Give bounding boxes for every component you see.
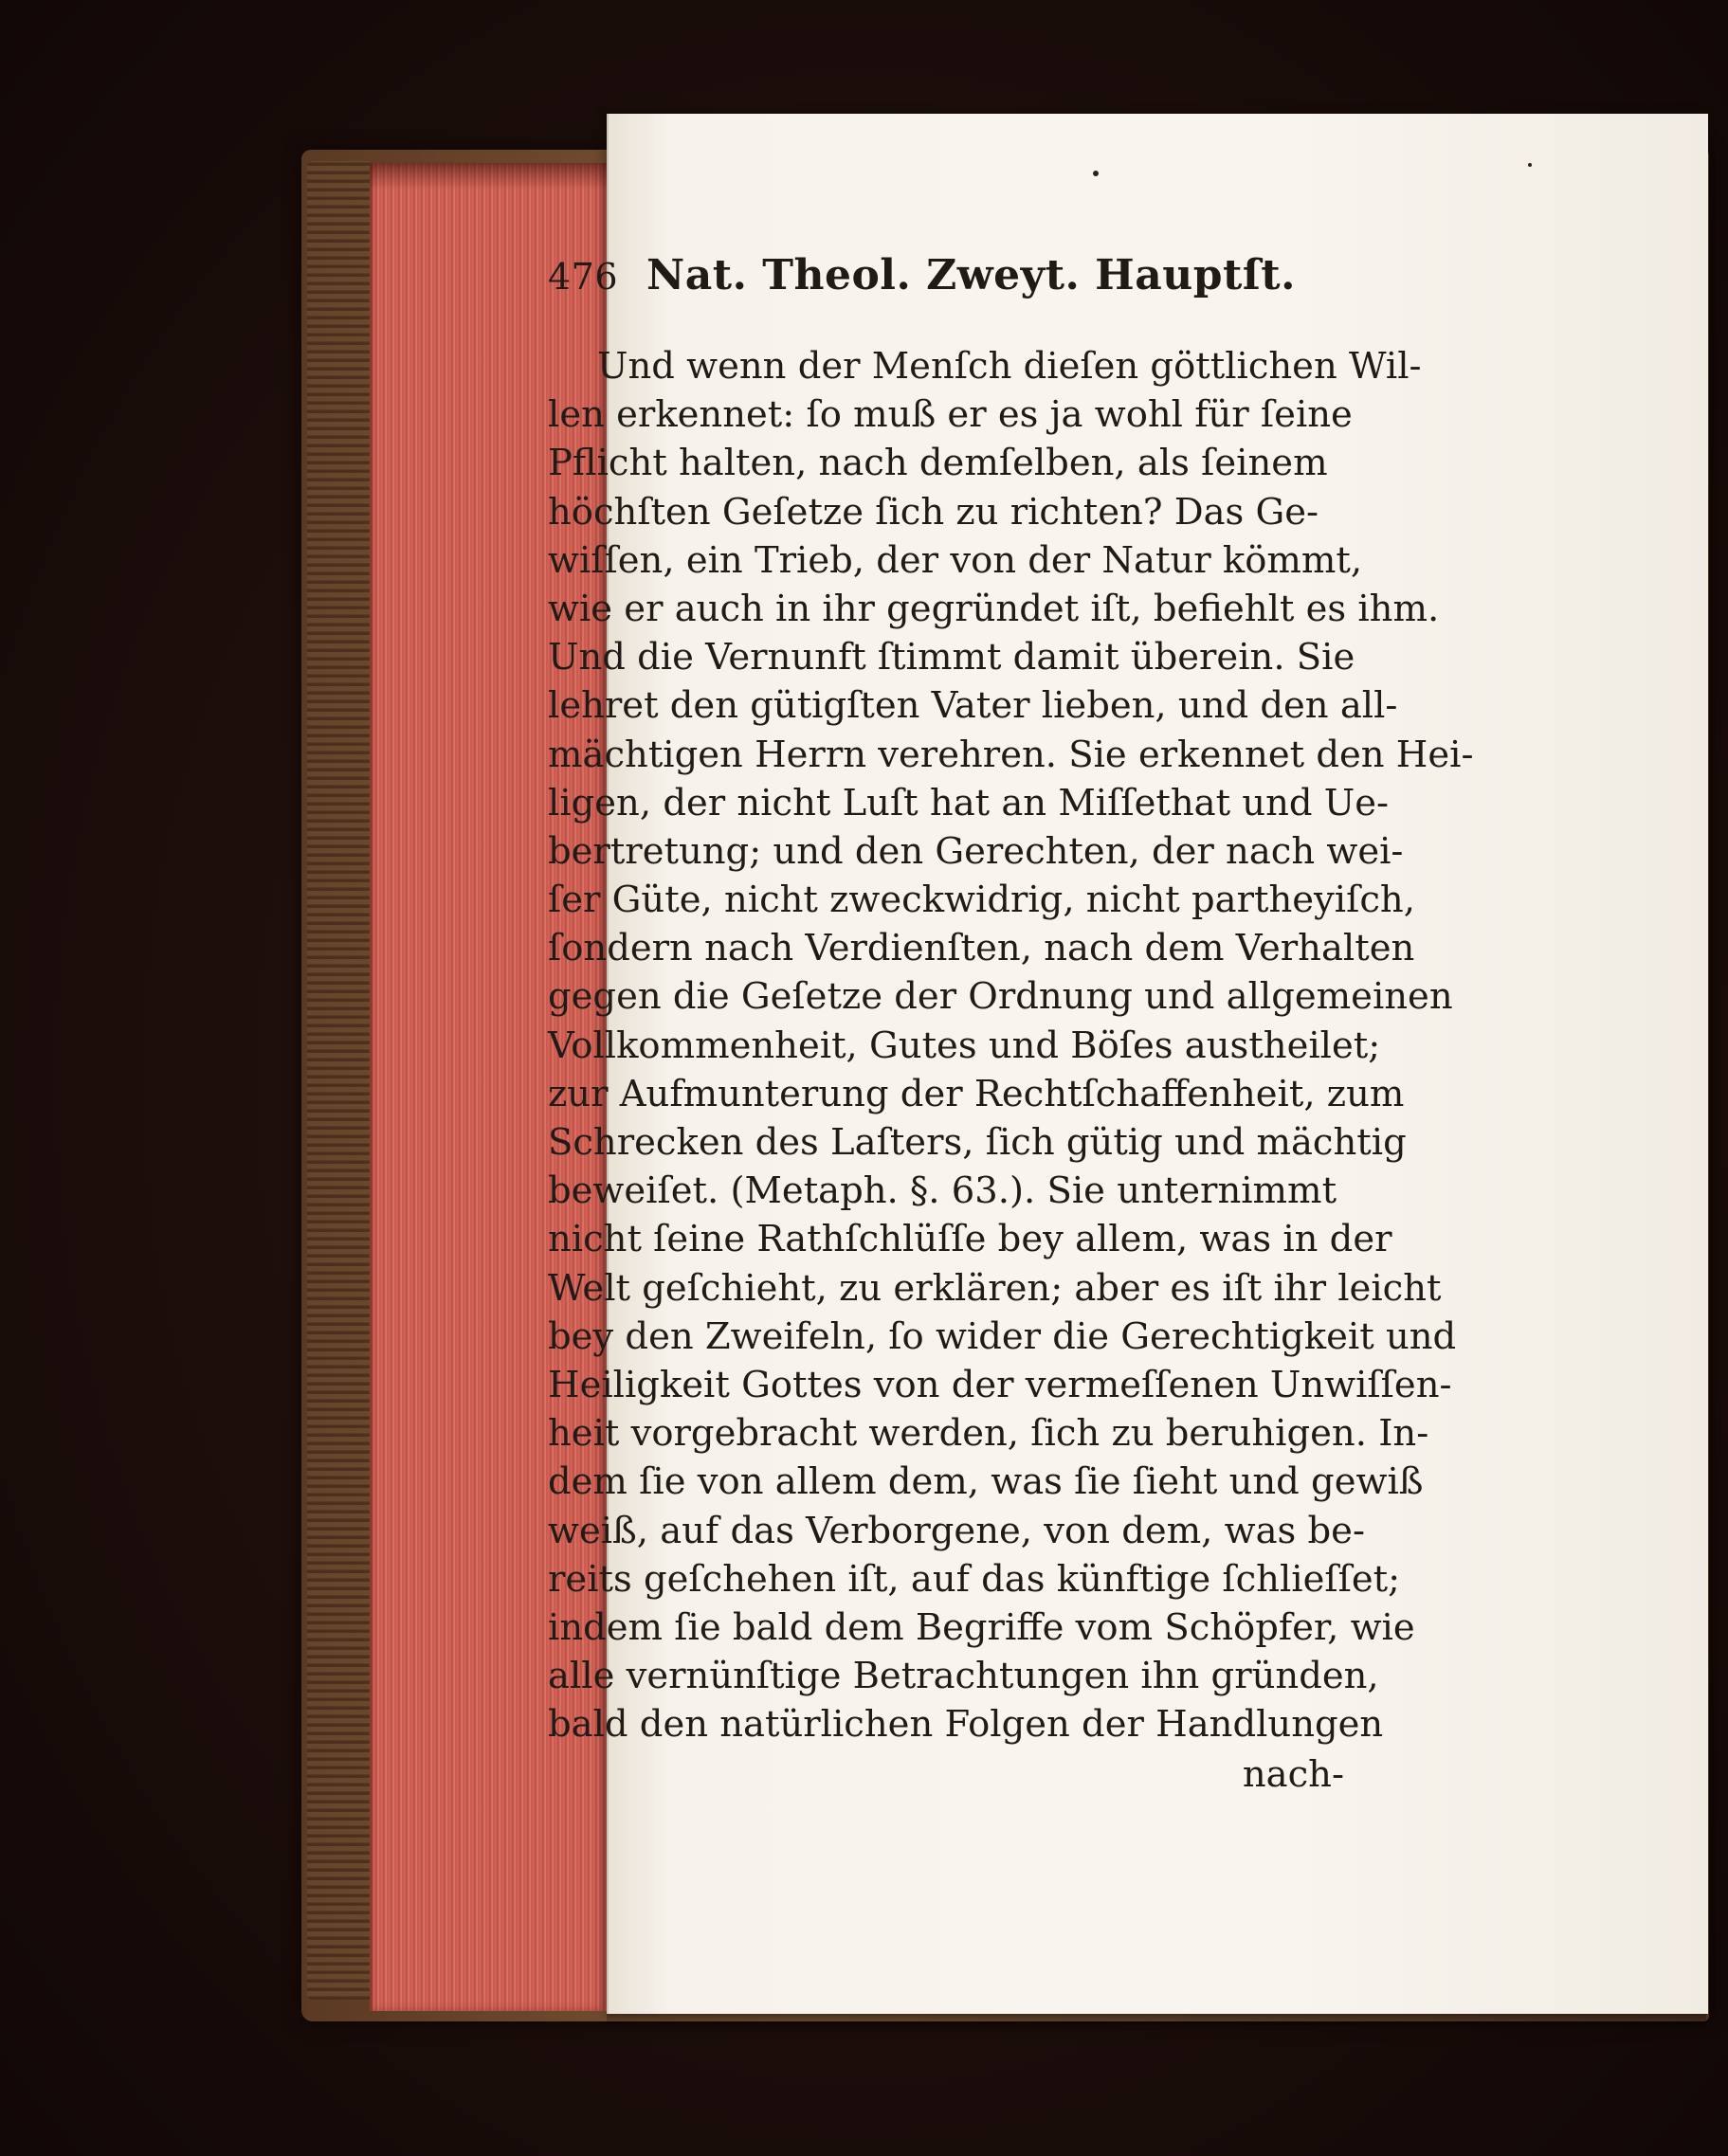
text-line: len erkennet: ſo muß er es ja wohl für ſeine xyxy=(548,393,1353,437)
text-line: dem ſie von allem dem, was ſie ſieht und gewiß xyxy=(548,1460,1424,1504)
text-line: nicht ſeine Rathſchlüſſe bey allem, was in der xyxy=(548,1218,1392,1261)
page-edges-shadow xyxy=(370,163,607,190)
text-line: alle vernünſtige Betrachtungen ihn gründen, xyxy=(548,1655,1379,1698)
text-line: weiß, auf das Verborgene, von dem, was be- xyxy=(548,1509,1365,1552)
running-title: Nat. Theol. Zweyt. Hauptſt. xyxy=(646,251,1296,299)
page-header xyxy=(548,251,1657,308)
text-line: Und wenn der Menſch dieſen göttlichen Wil- xyxy=(597,345,1422,388)
text-line: bertretung; und den Gerechten, der nach wei- xyxy=(548,829,1404,873)
text-line: beweiſet. (Metaph. §. 63.). Sie unternimmt xyxy=(548,1169,1337,1213)
text-line: wie er auch in ihr gegründet iſt, befiehlt es ihm. xyxy=(548,587,1440,630)
cover-spine-texture xyxy=(307,161,373,2000)
text-line: mächtigen Herrn verehren. Sie erkennet den Hei- xyxy=(548,733,1474,776)
text-line: Pflicht halten, nach demſelben, als ſeinem xyxy=(548,442,1328,485)
body-text xyxy=(548,342,1657,1800)
text-line: heit vorgebracht werden, ſich zu beruhigen. In- xyxy=(548,1412,1429,1456)
text-line: wiſſen, ein Trieb, der von der Natur kömmt, xyxy=(548,538,1363,582)
text-line: bey den Zweifeln, ſo wider die Gerechtigkeit und xyxy=(548,1314,1457,1358)
text-line: reits geſchehen iſt, auf das künftige ſchlieſſet; xyxy=(548,1557,1401,1601)
text-line: zur Aufmunterung der Rechtſchaffenheit, zum xyxy=(548,1072,1405,1115)
text-line: Welt geſchieht, zu erklären; aber es iſt ihr leicht xyxy=(548,1266,1442,1310)
text-line: ſondern nach Verdienſten, nach dem Verhalten xyxy=(548,927,1415,970)
text-line: ſer Güte, nicht zweckwidrig, nicht partheyiſch, xyxy=(548,879,1415,922)
text-line: Schrecken des Laſters, ſich gütig und mächtig xyxy=(548,1121,1407,1164)
text-line: Und die Vernunft ſtimmt damit überein. Sie xyxy=(548,636,1355,679)
catchword: nach- xyxy=(1242,1753,1344,1797)
text-line: indem ſie bald dem Begriffe vom Schöpfer, wie xyxy=(548,1605,1415,1649)
text-line: höchſten Geſetze ſich zu richten? Das Ge- xyxy=(548,490,1319,534)
page-number: 476 xyxy=(548,256,619,298)
text-line: Heiligkeit Gottes von der vermeſſenen Unwiſſen- xyxy=(548,1363,1452,1406)
text-line: bald den natürlichen Folgen der Handlungen xyxy=(548,1703,1384,1747)
paper-speck xyxy=(1528,163,1532,167)
text-line: gegen die Geſetze der Ordnung und allgemeinen xyxy=(548,975,1453,1019)
text-line: Vollkommenheit, Gutes und Böſes austheilet; xyxy=(548,1024,1381,1067)
paper-speck xyxy=(1093,171,1099,176)
page-bottom-shadow xyxy=(607,2014,1706,2027)
page-text-block xyxy=(548,251,1657,1800)
text-line: ligen, der nicht Luſt hat an Miſſethat und Ue- xyxy=(548,781,1390,824)
text-line: lehret den gütigſten Vater lieben, und den all- xyxy=(548,684,1398,728)
